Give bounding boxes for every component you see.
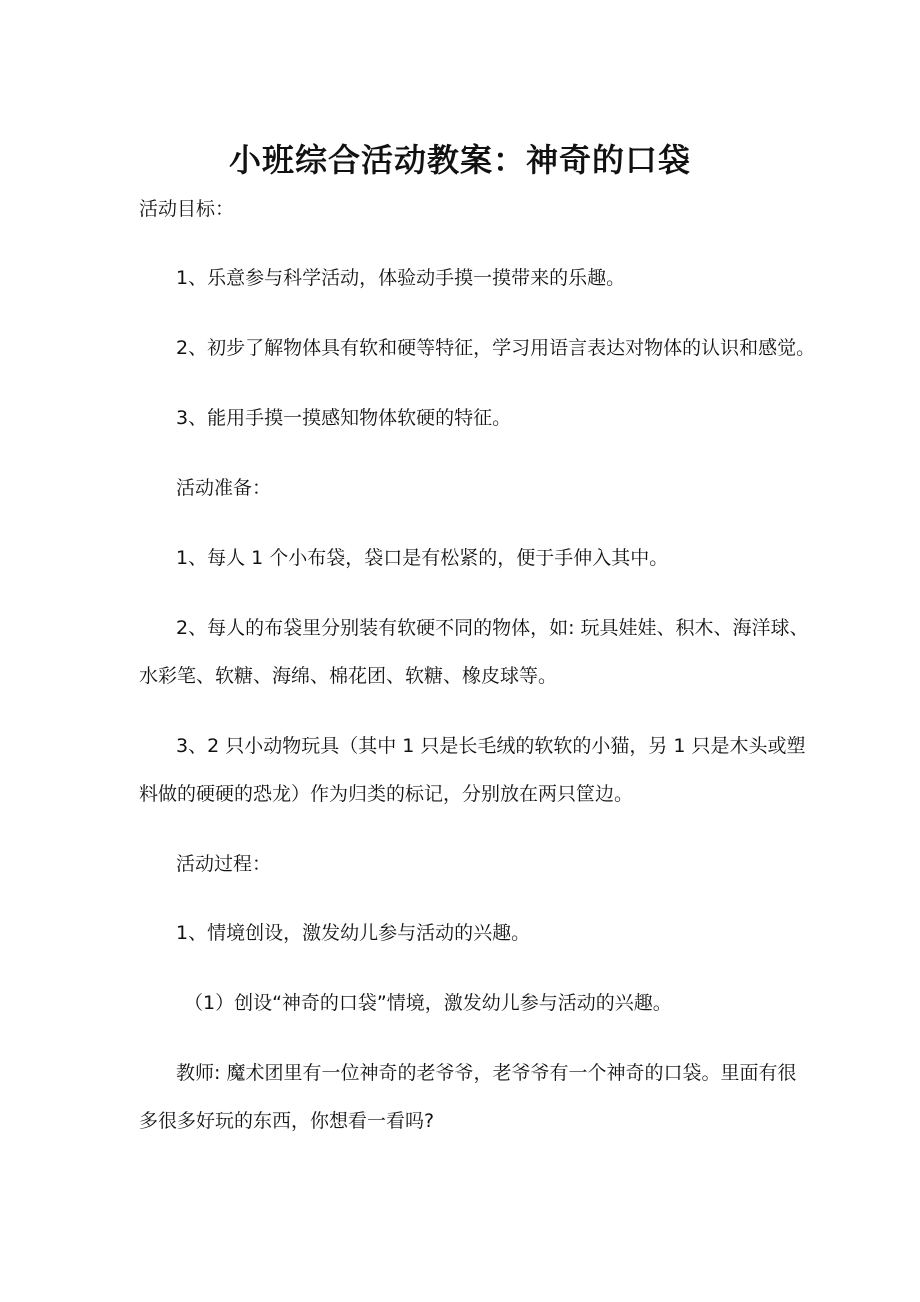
objective-item-2: 2、初步了解物体具有软和硬等特征，学习用语言表达对物体的认识和感觉。 [176,337,816,359]
process-sub-step-1: （1）创设“神奇的口袋”情境，激发幼儿参与活动的兴趣。 [184,992,672,1014]
process-heading: 活动过程： [176,853,272,875]
preparation-item-3-line-2: 料做的硬硬的恐龙）作为归类的标记，分别放在两只筐边。 [139,783,634,805]
preparation-item-3-line-1: 3、2 只小动物玩具（其中 1 只是长毛绒的软软的小猫，另 1 只是木头或塑 [176,735,806,757]
preparation-item-2-line-1: 2、每人的布袋里分别装有软硬不同的物体，如: 玩具娃娃、积木、海洋球、 [176,617,809,639]
preparation-item-2-line-2: 水彩笔、软糖、海绵、棉花团、软糖、橡皮球等。 [139,665,558,687]
document-title: 小班综合活动教案：神奇的口袋 [228,141,691,180]
preparation-heading: 活动准备： [176,477,272,499]
teacher-dialogue-line-1: 教师: 魔术团里有一位神奇的老爷爷，老爷爷有一个神奇的口袋。里面有很 [176,1062,797,1084]
objective-item-3: 3、能用手摸一摸感知物体软硬的特征。 [176,407,512,429]
teacher-dialogue-line-2: 多很多好玩的东西，你想看一看吗? [139,1110,435,1132]
objectives-heading: 活动目标： [139,198,235,220]
objective-item-1: 1、乐意参与科学活动，体验动手摸一摸带来的乐趣。 [176,267,626,289]
process-step-1: 1、情境创设，激发幼儿参与活动的兴趣。 [176,922,531,944]
preparation-item-1: 1、每人 1 个小布袋，袋口是有松紧的，便于手伸入其中。 [176,547,669,569]
